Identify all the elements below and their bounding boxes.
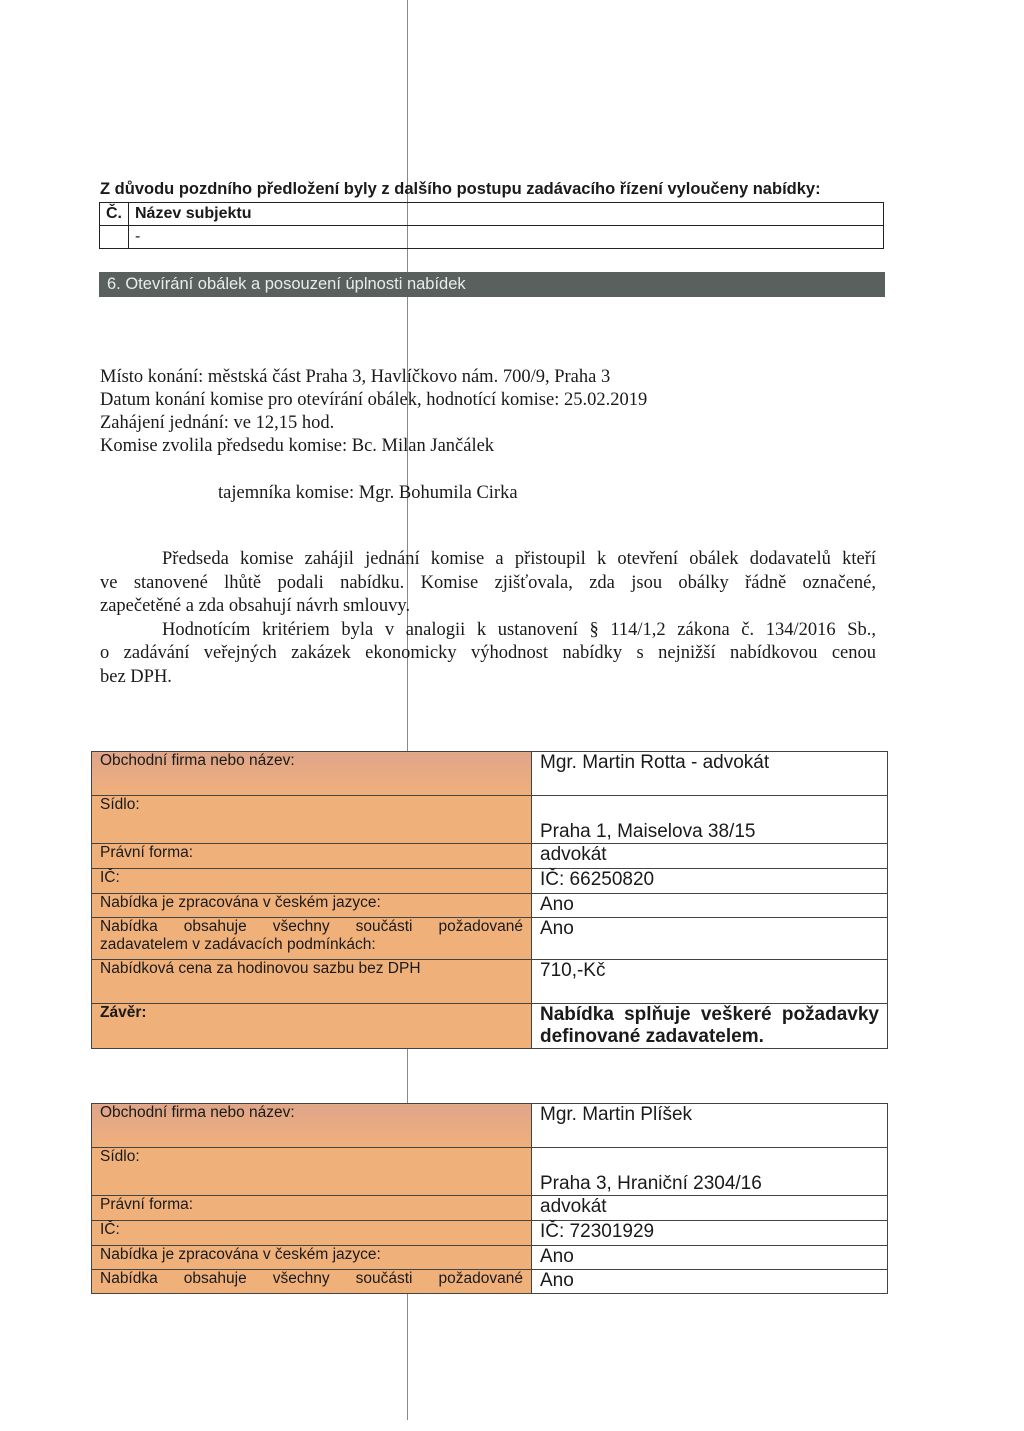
bid1-row-price: [92, 960, 888, 1004]
label-conclusion: Závěr:: [92, 1004, 532, 1049]
bid2-row-seat: [92, 1148, 888, 1196]
exclusion-row: [100, 226, 884, 249]
bid2-row-ico: [92, 1221, 888, 1246]
date-line: Datum konání komise pro otevírání obálek, hodnotící komise: 25.02.2019: [100, 390, 648, 410]
bid1-legal-form: advokát: [532, 844, 888, 869]
opening-paragraph: [100, 548, 876, 689]
bid1-row-lang: [92, 894, 888, 918]
exclusion-row-name: -: [129, 226, 884, 249]
label-price: Nabídková cena za hodinovou sazbu bez DPH: [92, 960, 532, 1004]
bid2-row-parts: [92, 1270, 888, 1294]
bid1-row-seat: [92, 796, 888, 844]
bid2-firm: Mgr. Martin Plíšek: [532, 1104, 888, 1148]
bid2-row-firm: [92, 1104, 888, 1148]
label-lang: Nabídka je zpracována v českém jazyce:: [92, 1246, 532, 1270]
section-title-bar: 6. Otevírání obálek a posouzení úplnosti nabídek: [99, 272, 885, 297]
bid1-row-legal-form: [92, 844, 888, 869]
label-legal-form: Právní forma:: [92, 844, 532, 869]
bid1-seat: Praha 1, Maiselova 38/15: [532, 796, 888, 844]
exclusion-row-number: [100, 226, 129, 249]
col-number-header: Č.: [100, 203, 129, 226]
exclusion-heading: Z důvodu pozdního předložení byly z dalšího postupu zadávacího řízení vyloučeny nabídky:: [100, 180, 821, 198]
label-parts: Nabídka obsahuje všechny součásti požadované: [92, 1270, 532, 1294]
label-ico: IČ:: [92, 1221, 532, 1246]
label-ico: IČ:: [92, 869, 532, 894]
bid1-row-firm: [92, 752, 888, 796]
place-line: Místo konání: městská část Praha 3, Havlíčkovo nám. 700/9, Praha 3: [100, 367, 611, 387]
exclusion-header-row: [100, 203, 884, 226]
bid2-row-lang: [92, 1246, 888, 1270]
criterion-line-2: o zadávání veřejných zakázek ekonomicky výhodnost nabídky s nejnižší nabídkovou cenou: [100, 643, 876, 663]
label-parts-line-1: Nabídka obsahuje všechny součásti požadované: [100, 918, 523, 935]
col-name-header: Název subjektu: [129, 203, 884, 226]
label-parts-line-2: zadavatelem v zadávacích podmínkách:: [100, 936, 376, 953]
bid2-parts: Ano: [532, 1270, 888, 1294]
start-line: Zahájení jednání: ve 12,15 hod.: [100, 413, 335, 433]
bid2-seat: Praha 3, Hraniční 2304/16: [532, 1148, 888, 1196]
bid1-ico: IČ: 66250820: [532, 869, 888, 894]
bid1-lang: Ano: [532, 894, 888, 918]
bid1-conclusion: Nabídka splňuje veškeré požadavky definované zadavatelem.: [532, 1004, 888, 1049]
bid1-parts: Ano: [532, 918, 888, 960]
label-firm: Obchodní firma nebo název:: [92, 752, 532, 796]
bid2-ico: IČ: 72301929: [532, 1221, 888, 1246]
label-seat: Sídlo:: [92, 1148, 532, 1196]
bid1-price: 710,-Kč: [532, 960, 888, 1004]
label-parts: [92, 918, 532, 960]
bid-table-2: [91, 1103, 888, 1294]
bid1-row-conclusion: [92, 1004, 888, 1049]
opening-line-1: Předseda komise zahájil jednání komise a přistoupil k otevření obálek dodavatelů kteří: [162, 549, 876, 569]
label-legal-form: Právní forma:: [92, 1196, 532, 1221]
exclusion-table: [99, 202, 884, 249]
opening-line-3: zapečetěné a zda obsahují návrh smlouvy.: [100, 596, 411, 616]
label-firm: Obchodní firma nebo název:: [92, 1104, 532, 1148]
criterion-line-1: Hodnotícím kritériem byla v analogii k ustanovení § 114/1,2 zákona č. 134/2016 Sb.,: [162, 619, 876, 640]
label-seat: Sídlo:: [92, 796, 532, 844]
secretary-line: tajemníka komise: Mgr. Bohumila Cirka: [218, 483, 518, 503]
opening-line-2: ve stanovené lhůtě podali nabídku. Komise zjišťovala, zda jsou obálky řádně označené,: [100, 572, 876, 593]
bid2-row-legal-form: [92, 1196, 888, 1221]
bid1-firm: Mgr. Martin Rotta - advokát: [532, 752, 888, 796]
bid-table-1: [91, 751, 888, 1049]
bid1-row-parts: [92, 918, 888, 960]
bid2-lang: Ano: [532, 1246, 888, 1270]
label-lang: Nabídka je zpracována v českém jazyce:: [92, 894, 532, 918]
criterion-line-3: bez DPH.: [100, 666, 172, 687]
bid1-row-ico: [92, 869, 888, 894]
bid2-legal-form: advokát: [532, 1196, 888, 1221]
chair-line: Komise zvolila předsedu komise: Bc. Milan Jančálek: [100, 436, 495, 456]
